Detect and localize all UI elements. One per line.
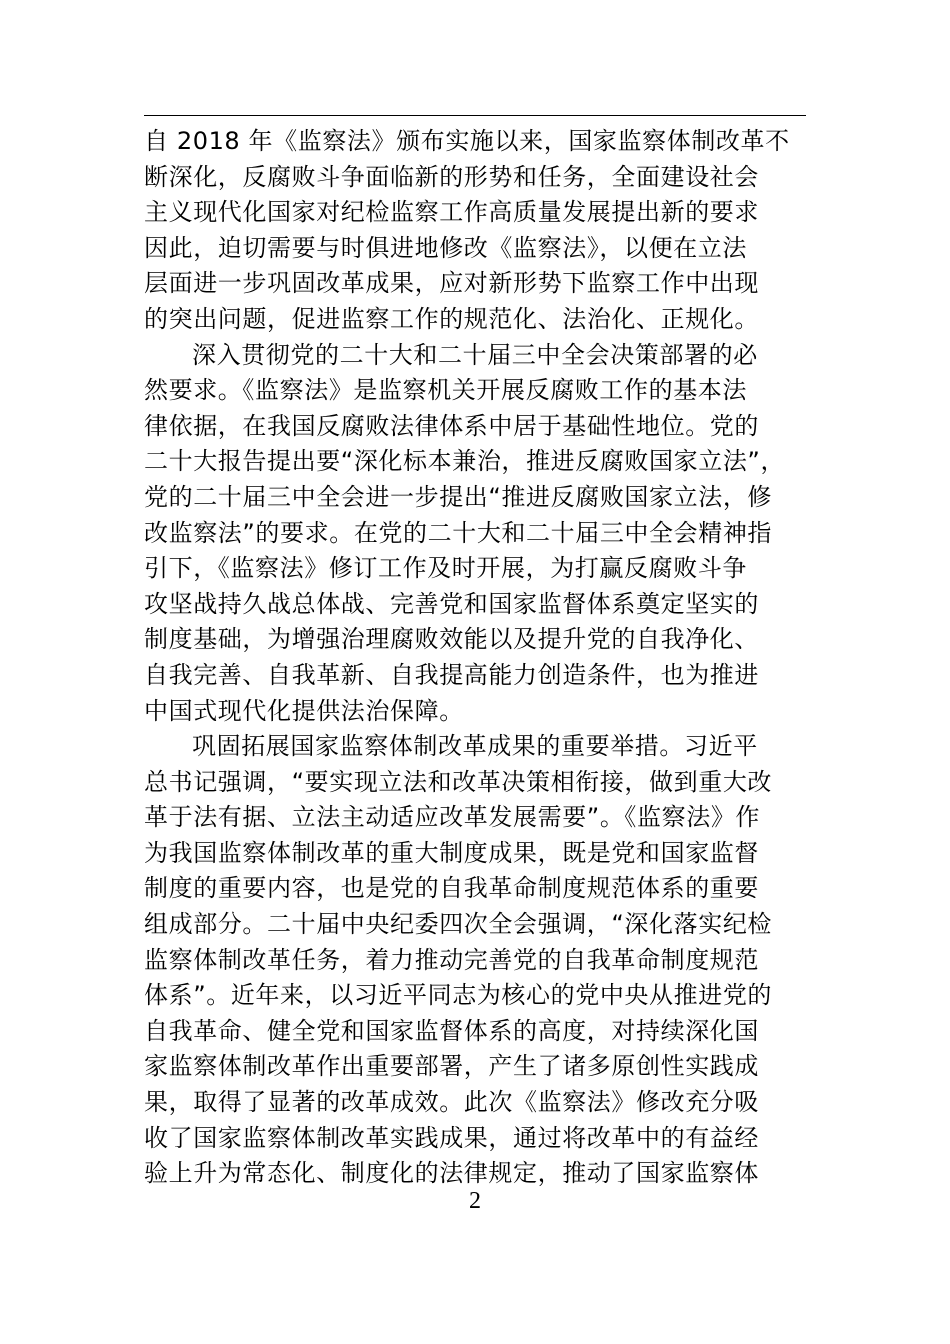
text-line: 的突出问题，促进监察工作的规范化、法治化、正规化。 <box>144 304 759 333</box>
text-line: 律依据，在我国反腐败法律体系中居于基础性地位。党的 <box>144 411 759 440</box>
text-line: 主义现代化国家对纪检监察工作高质量发展提出新的要求 <box>144 198 759 227</box>
text-line: 深入贯彻党的二十大和二十届三中全会决策部署的必 <box>192 340 758 369</box>
text-line: 引下，《监察法》修订工作及时开展，为打赢反腐败斗争 <box>144 554 747 583</box>
text-line: 二十大报告提出要“深化标本兼治，推进反腐败国家立法”， <box>144 447 786 476</box>
text-line: 收了国家监察体制改革实践成果，通过将改革中的有益经 <box>144 1123 759 1152</box>
text-line: 攻坚战持久战总体战、完善党和国家监督体系奠定坚实的 <box>144 589 759 618</box>
text-line: 党的二十届三中全会进一步提出“推进反腐败国家立法，修 <box>144 482 773 511</box>
text-line: 制度的重要内容，也是党的自我革命制度规范体系的重要 <box>144 874 759 903</box>
text-line: 改监察法”的要求。在党的二十大和二十届三中全会精神指 <box>144 518 773 547</box>
text-line: 家监察体制改革作出重要部署，产生了诸多原创性实践成 <box>144 1052 759 1081</box>
text-line: 制度基础，为增强治理腐败效能以及提升党的自我净化、 <box>144 625 759 654</box>
text-line: 然要求。《监察法》是监察机关开展反腐败工作的基本法 <box>144 376 747 405</box>
text-line: 自 2018 年《监察法》颁布实施以来，国家监察体制改革不 <box>144 127 790 155</box>
paragraph-1 <box>144 124 806 338</box>
text-line: 层面进一步巩固改革成果，应对新形势下监察工作中出现 <box>144 269 759 298</box>
text-line: 自我革命、健全党和国家监督体系的高度，对持续深化国 <box>144 1016 759 1045</box>
text-line: 中国式现代化提供法治保障。 <box>144 696 464 725</box>
text-line: 断深化，反腐败斗争面临新的形势和任务，全面建设社会 <box>144 162 759 191</box>
text-line: 因此，迫切需要与时俱进地修改《监察法》，以便在立法 <box>144 233 747 262</box>
text-line: 自我完善、自我革新、自我提高能力创造条件，也为推进 <box>144 660 759 689</box>
text-line: 组成部分。二十届中央纪委四次全会强调，“深化落实纪检 <box>144 910 773 939</box>
page-number: 2 <box>469 1188 481 1214</box>
body-text <box>144 124 806 1192</box>
text-line: 巩固拓展国家监察体制改革成果的重要举措。习近平 <box>192 732 758 761</box>
text-line: 验上升为常态化、制度化的法律规定，推动了国家监察体 <box>144 1159 759 1188</box>
text-line: 为我国监察体制改革的重大制度成果，既是党和国家监督 <box>144 838 759 867</box>
text-line: 革于法有据、立法主动适应改革发展需要”。《监察法》作 <box>144 803 761 832</box>
text-line: 体系”。近年来，以习近平同志为核心的党中央从推进党的 <box>144 981 773 1010</box>
text-line: 果，取得了显著的改革成效。此次《监察法》修改充分吸 <box>144 1088 759 1117</box>
text-line: 总书记强调，“要实现立法和改革决策相衔接，做到重大改 <box>144 767 773 796</box>
paragraph-2 <box>144 338 806 730</box>
text-line: 监察体制改革任务，着力推动完善党的自我革命制度规范 <box>144 945 759 974</box>
header-rule <box>144 115 806 116</box>
paragraph-3 <box>144 729 806 1192</box>
